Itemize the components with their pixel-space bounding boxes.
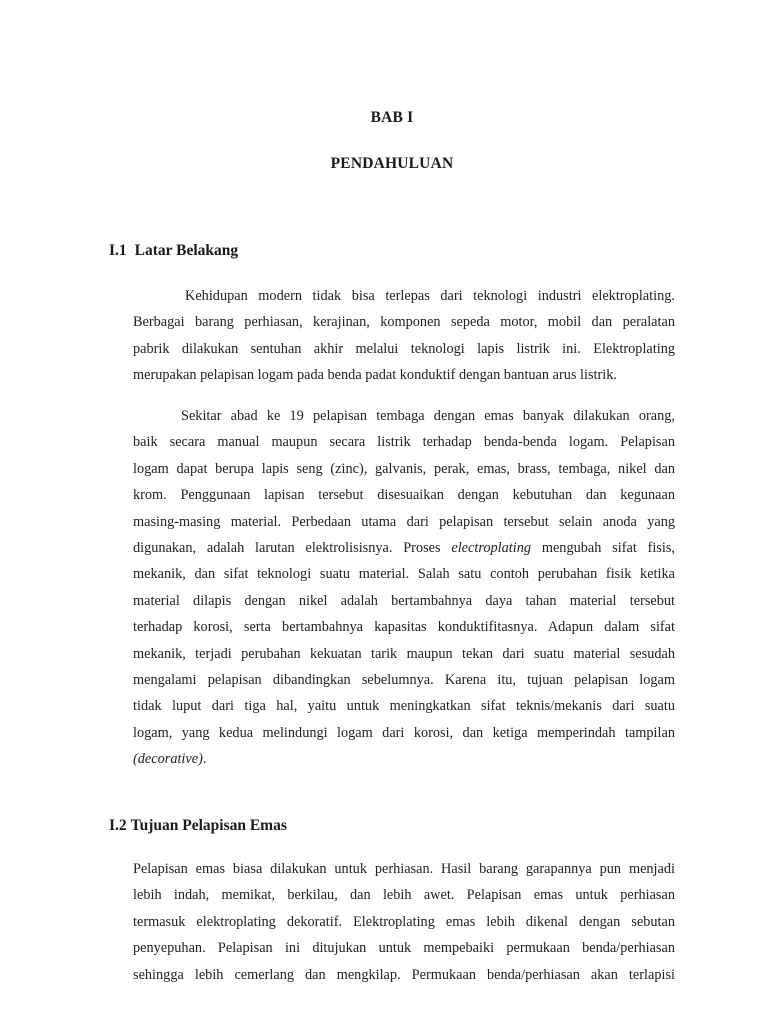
text-line: mengalami pelapisan dibandingkan sebelumnya. Karena itu, tujuan pelapisan logam [133, 672, 675, 689]
text-line: krom. Penggunaan lapisan tersebut disesuaikan dengan kebutuhan dan kegunaan [133, 487, 675, 504]
paragraph-latar-belakang-2 [133, 403, 675, 773]
text-run: mengubah sifat fisis, [531, 540, 675, 557]
chapter-label: BAB I [370, 109, 414, 126]
text-line: material dilapis dengan nikel adalah bertambahnya daya tahan material tersebut [133, 592, 675, 609]
text-run: . [202, 751, 207, 768]
text-line: Pelapisan emas biasa dilakukan untuk perhiasan. Hasil barang garapannya pun menjadi [133, 861, 675, 877]
paragraph-latar-belakang-1 [133, 283, 675, 389]
section-heading-tujuan-pelapisan-emas [109, 817, 287, 835]
text-line: lebih indah, memikat, berkilau, dan lebih awet. Pelapisan emas untuk perhiasan [133, 887, 675, 904]
text-line: sehingga lebih cemerlang dan mengkilap. Permukaan benda/perhiasan akan terlapisi [133, 966, 675, 983]
section-title: Tujuan Pelapisan Emas [130, 817, 287, 834]
text-line: Kehidupan modern tidak bisa terlepas dari teknologi industri elektroplating. [185, 288, 675, 304]
section-title: Latar Belakang [134, 242, 239, 259]
text-run: digunakan, adalah larutan elektrolisisnya. Proses [133, 540, 452, 557]
text-line-with-italic [133, 535, 675, 561]
text-line: pabrik dilakukan sentuhan akhir melalui teknologi lapis listrik ini. Elektroplating [133, 340, 675, 357]
text-line: Berbagai barang perhiasan, kerajinan, komponen sepeda motor, mobil dan peralatan [133, 314, 675, 331]
text-line: terhadap korosi, serta bertambahnya kapasitas konduktifitasnya. Adapun dalam sifat [133, 619, 675, 636]
section-heading-latar-belakang [109, 242, 238, 260]
text-line: tidak luput dari tiga hal, yaitu untuk meningkatkan sifat teknis/mekanis dari suatu [133, 698, 675, 715]
text-line: termasuk elektroplating dekoratif. Elektroplating emas lebih dikenal dengan sebutan [133, 913, 675, 930]
italic-term: electroplating [451, 540, 532, 557]
text-line: logam dapat berupa lapis seng (zinc), galvanis, perak, emas, brass, tembaga, nikel dan [133, 460, 675, 477]
text-line: baik secara manual maupun secara listrik terhadap benda-benda logam. Pelapisan [133, 434, 675, 451]
section-number: I.2 [109, 817, 127, 834]
italic-term: (decorative) [133, 751, 203, 768]
chapter-title: PENDAHULUAN [330, 155, 454, 172]
section-number: I.1 [109, 242, 127, 259]
text-line: penyepuhan. Pelapisan ini ditujukan untuk mempebaiki permukaan benda/perhiasan [133, 940, 675, 957]
text-line: Sekitar abad ke 19 pelapisan tembaga dengan emas banyak dilakukan orang, [181, 408, 675, 424]
text-line: merupakan pelapisan logam pada benda padat konduktif dengan bantuan arus listrik. [133, 367, 617, 384]
text-line: mekanik, dan sifat teknologi suatu material. Salah satu contoh perubahan fisik ketika [133, 566, 675, 583]
text-line: masing-masing material. Perbedaan utama dari pelapisan tersebut selain anoda yang [133, 513, 675, 530]
text-line: mekanik, terjadi perubahan kekuatan tarik maupun tekan dari suatu material sesudah [133, 645, 675, 662]
paragraph-tujuan-pelapisan-emas-1 [133, 856, 675, 988]
text-line-with-italic [133, 746, 675, 772]
text-line: logam, yang kedua melindungi logam dari korosi, dan ketiga memperindah tampilan [133, 724, 675, 741]
